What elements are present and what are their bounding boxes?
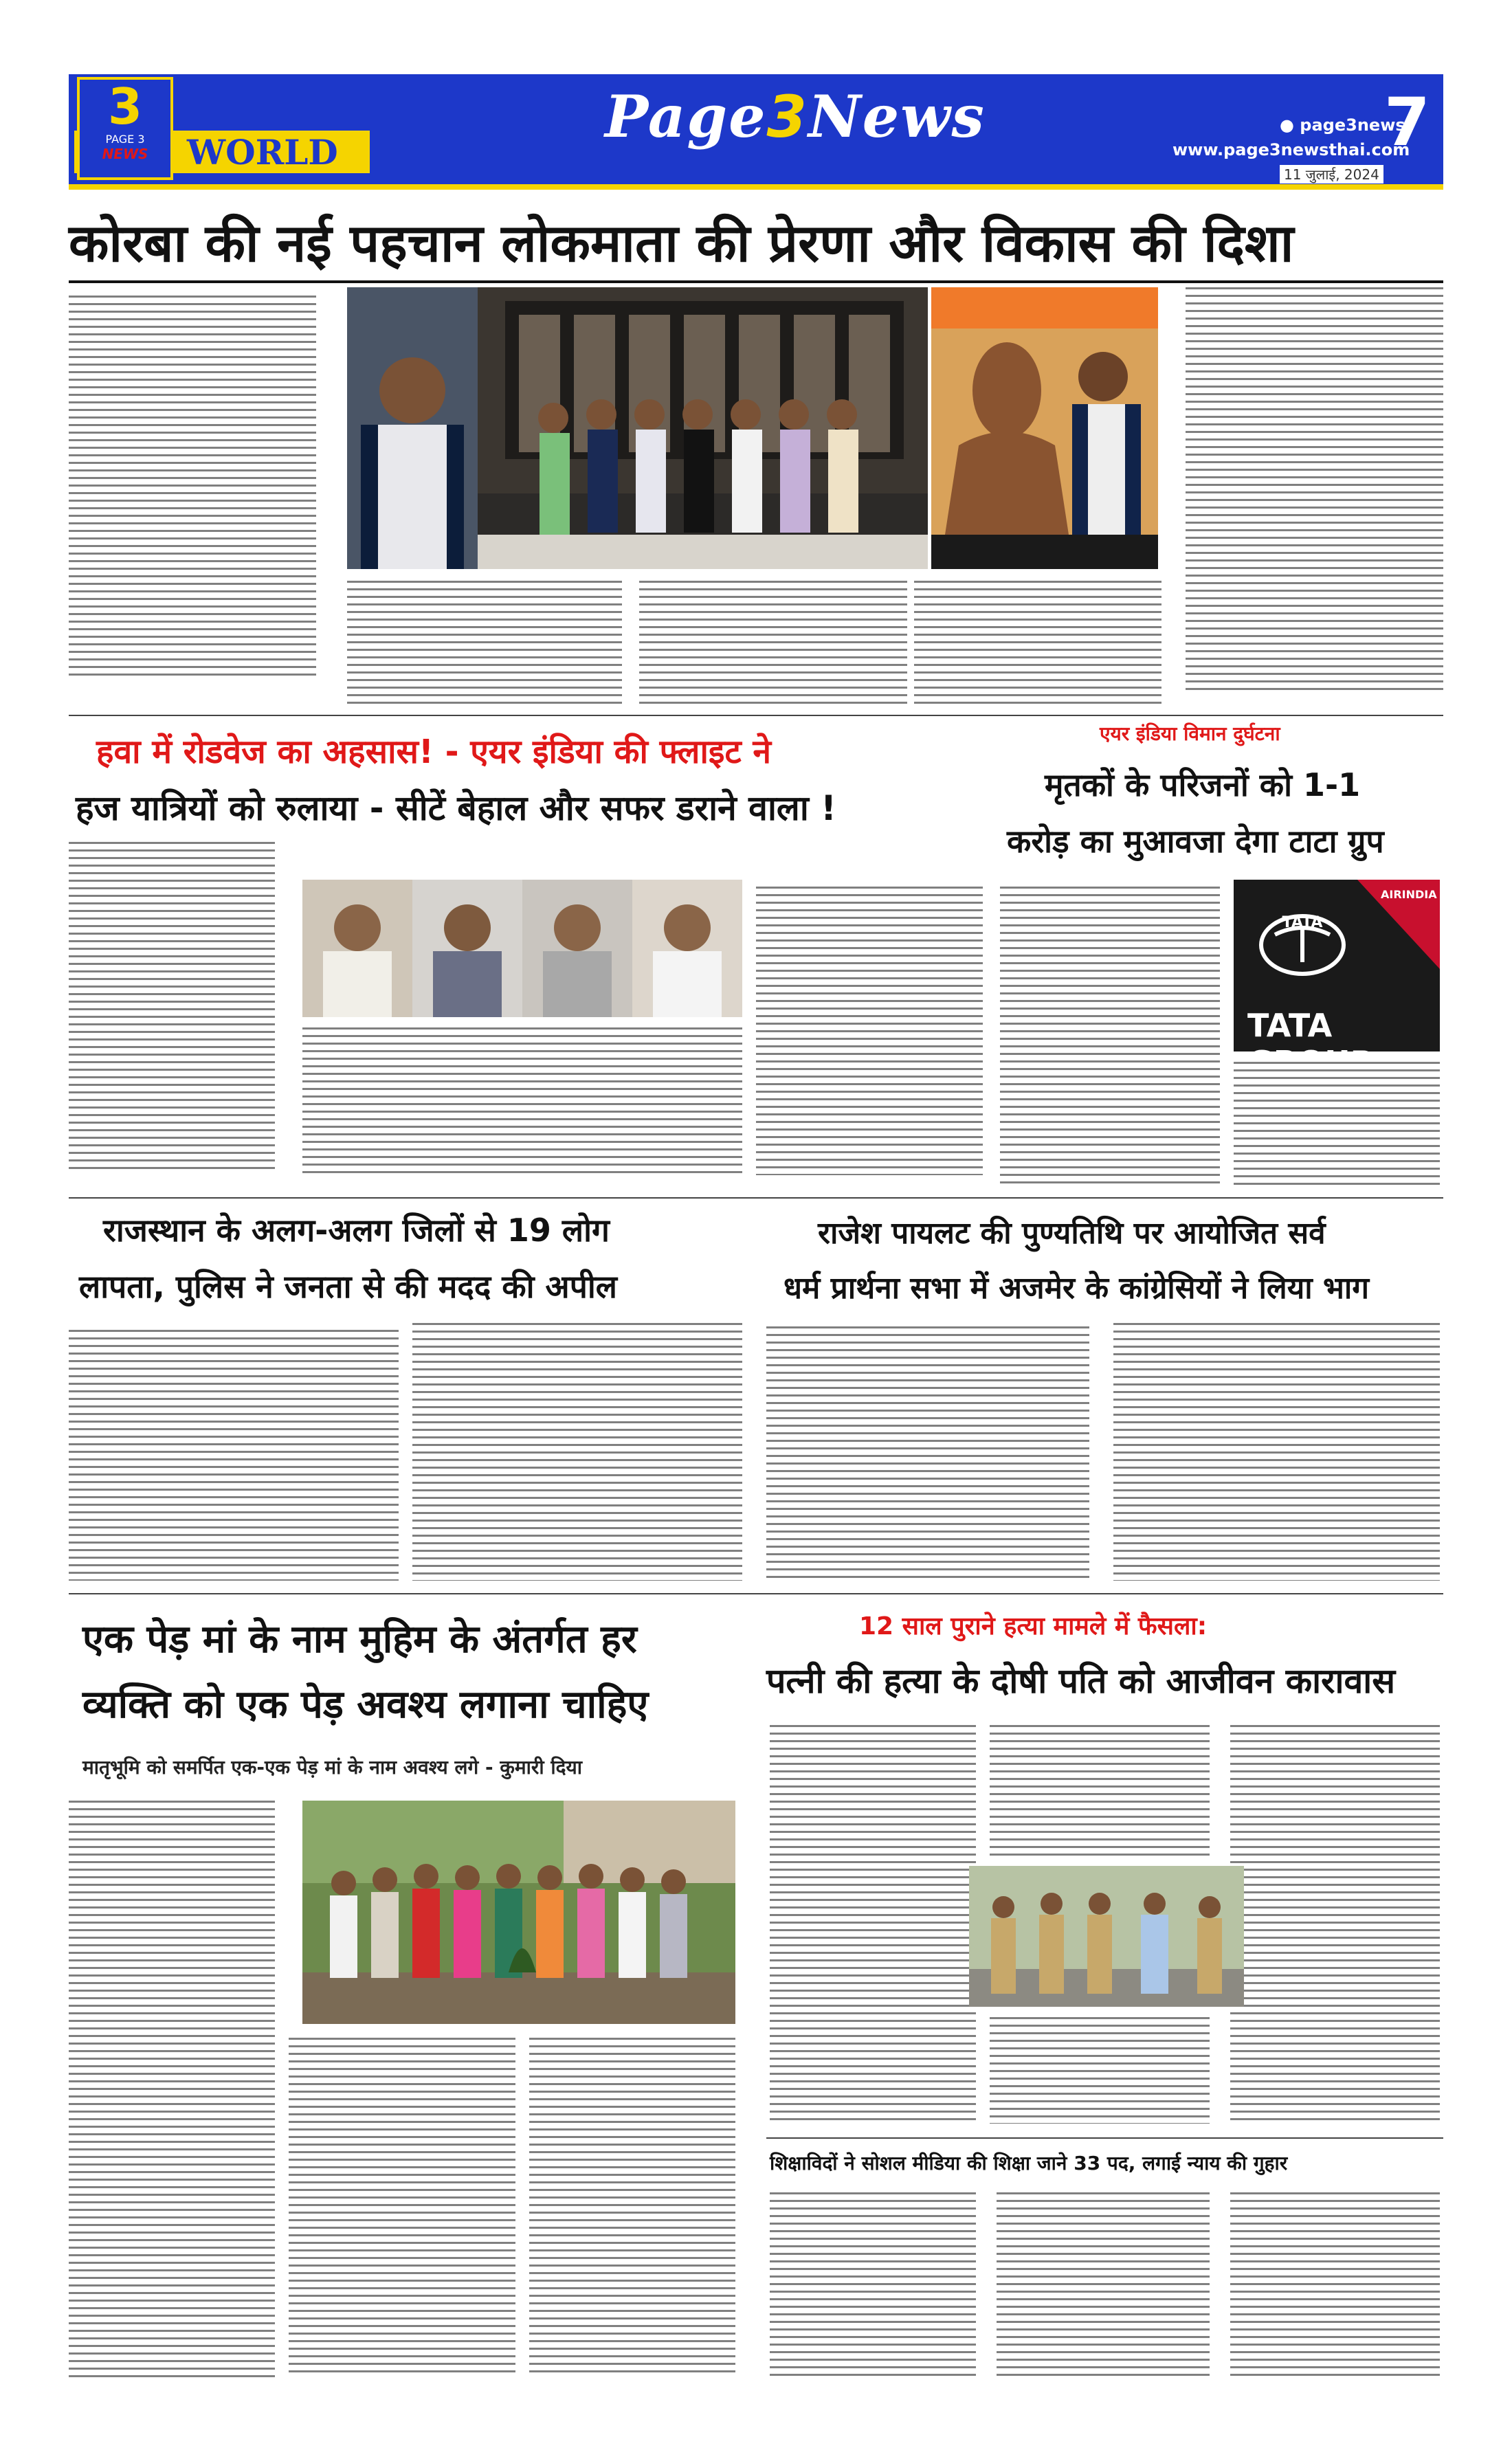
brand-suffix: News xyxy=(808,82,986,151)
newspaper-brand xyxy=(605,82,986,151)
tree-headline-line1: एक पेड़ मां के नाम मुहिम के अंतर्गत हर xyxy=(82,1617,637,1662)
pilot-headline-line2: धर्म प्रार्थना सभा में अजमेर के कांग्रेसियों ने लिया भाग xyxy=(783,1271,1370,1306)
murder-body-col-1 xyxy=(770,1725,976,2124)
brand-prefix: Page xyxy=(605,82,767,151)
divider xyxy=(69,715,1443,716)
tree-subhead: मातृभूमि को समर्पित एक-एक पेड़ मां के नाम अवश्य लगे - कुमारी दिया xyxy=(82,1756,582,1779)
korba-statue-photo xyxy=(931,287,1158,569)
divider xyxy=(766,2137,1443,2139)
pilot-headline-line1: राजेश पायलट की पुण्यतिथि पर आयोजित सर्व xyxy=(818,1216,1326,1251)
site-handle: ● page3news xyxy=(1280,115,1405,135)
logo-small-text: PAGE 3 xyxy=(105,133,145,146)
page3-logo xyxy=(77,77,173,180)
site-url: www.page3newsthai.com xyxy=(1172,140,1410,159)
rajasthan-headline-line2: लापता, पुलिस ने जनता से की मदद की अपील xyxy=(79,1268,617,1305)
divider xyxy=(69,1593,1443,1594)
roadways-body-col-3 xyxy=(756,887,983,1175)
tree-body-col-2 xyxy=(289,2038,515,2378)
korba-body-col-3b xyxy=(914,581,1161,704)
tata-logo-text: TATA xyxy=(1282,914,1323,931)
tata-body-col-1 xyxy=(1000,887,1220,1189)
murder-headline: पत्नी की हत्या के दोषी पति को आजीवन कारावास xyxy=(766,1661,1396,1701)
bottom-body-col-2 xyxy=(997,2192,1210,2378)
rajasthan-headline-line1: राजस्थान के अलग-अलग जिलों से 19 लोग xyxy=(103,1212,610,1249)
korba-ceremony-photo xyxy=(347,287,928,569)
korba-body-col-4 xyxy=(1186,287,1443,693)
brand-number: 3 xyxy=(766,83,808,151)
tata-logo-caption: TATA xyxy=(1247,1007,1333,1044)
bottom-body-col-3 xyxy=(1230,2192,1440,2378)
logo-number: 3 xyxy=(107,78,143,135)
murder-body-col-3 xyxy=(1230,1725,1440,2124)
roadways-body-col-1 xyxy=(69,842,275,1172)
murder-body-col-2b xyxy=(990,2017,1210,2124)
tata-body-col-2 xyxy=(1234,1062,1440,1189)
rajasthan-body-col-2 xyxy=(412,1323,742,1581)
bottom-body-col-1 xyxy=(770,2192,976,2378)
divider xyxy=(69,1197,1443,1199)
roadways-kicker-line xyxy=(96,728,771,773)
tree-body-col-3 xyxy=(529,2038,735,2378)
roadways-kicker: हवा में रोडवेज का अहसास! - एयर इंडिया की फ्लाइट ने xyxy=(96,733,772,771)
pilot-body-col-1 xyxy=(766,1326,1089,1581)
divider xyxy=(69,280,1443,283)
pilot-body-col-2 xyxy=(1113,1323,1440,1581)
section-label: WORLD xyxy=(187,132,338,173)
tata-tail-text: AIRINDIA xyxy=(1381,888,1437,901)
murder-body-col-2 xyxy=(990,1725,1210,1859)
tata-kicker: एयर इंडिया विमान दुर्घटना xyxy=(1100,722,1280,745)
police-officers-photo xyxy=(969,1866,1244,2007)
murder-kicker: 12 साल पुराने हत्या मामले में फैसला: xyxy=(859,1612,1208,1640)
roadways-body-col-2 xyxy=(302,1027,742,1175)
korba-headline: कोरबा की नई पहचान लोकमाता की प्रेरणा और विकास की दिशा xyxy=(69,212,1294,274)
hajj-pilgrims-photo xyxy=(302,880,742,1017)
korba-body-col-3 xyxy=(639,581,907,704)
tree-body-col-1 xyxy=(69,1801,275,2378)
korba-body-col-2 xyxy=(347,581,622,704)
rajasthan-body-col-1 xyxy=(69,1330,399,1581)
tata-logo-image xyxy=(1234,880,1440,1051)
issue-date: 11 जुलाई, 2024 xyxy=(1280,165,1383,183)
tree-headline-line2: व्यक्ति को एक पेड़ अवश्य लगाना चाहिए xyxy=(82,1682,649,1727)
roadways-headline: हज यात्रियों को रुलाया - सीटें बेहाल और सफर डराने वाला ! xyxy=(76,788,836,828)
logo-news-text: NEWS xyxy=(102,146,148,162)
tree-plantation-photo xyxy=(302,1801,735,2024)
page-number: 7 xyxy=(1384,84,1430,161)
tata-headline-line1: मृतकों के परिजनों को 1-1 xyxy=(1045,766,1361,803)
tata-headline-line2: करोड़ का मुआवजा देगा टाटा ग्रुप xyxy=(1007,823,1384,860)
bottom-headline: शिक्षाविदों ने सोशल मीडिया की शिक्षा जाने 33 पद, लगाई न्याय की गुहार xyxy=(770,2152,1288,2174)
korba-body-col-1 xyxy=(69,296,316,680)
